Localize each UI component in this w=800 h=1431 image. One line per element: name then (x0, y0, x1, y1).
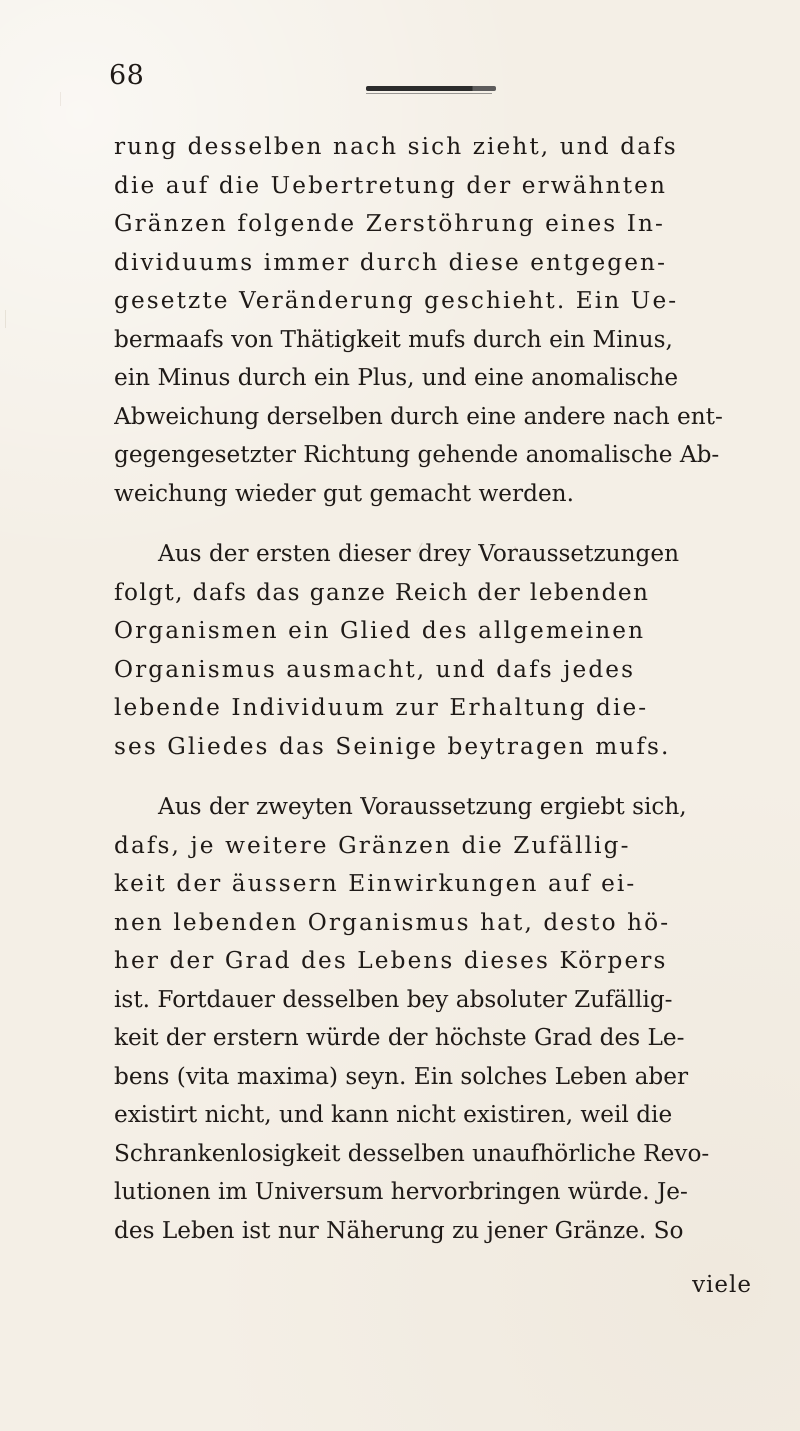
text-line: ist. Fortdauer desselben bey absoluter Zufällig- (114, 985, 673, 1013)
text-line: nen lebenden Organismus hat, desto hö- (114, 908, 671, 936)
text-line: ein Minus durch ein Plus, und eine anomalische (114, 364, 679, 391)
text-line: dafs, je weitere Gränzen die Zufällig- (114, 831, 631, 859)
paper-mark (60, 92, 61, 106)
text-line: Aus der ersten dieser drey Voraussetzungen (158, 540, 680, 567)
text-line: keit der erstern würde der höchste Grad des Le- (114, 1024, 685, 1051)
text-line: bens (vita maxima) seyn. Ein solches Leben aber (114, 1062, 689, 1090)
text-line: existirt nicht, und kann nicht existiren, weil die (114, 1101, 673, 1128)
text-line: Schrankenlosigkeit desselben unaufhörliche Revo- (114, 1139, 710, 1167)
text-line: dividuums immer durch diese entgegen- (114, 248, 668, 276)
text-line: die auf die Uebertretung der erwähnten (114, 171, 667, 199)
header-rule (366, 86, 496, 91)
text-line: rung desselben nach sich zieht, und dafs (114, 133, 678, 160)
body-text (114, 128, 754, 1250)
page-number: 68 (109, 60, 145, 91)
text-line: bermaafs von Thätigkeit mufs durch ein Minus, (114, 325, 673, 353)
text-line: keit der äussern Einwirkungen auf ei- (114, 870, 637, 897)
text-line: Abweichung derselben durch eine andere nach ent- (114, 402, 723, 430)
text-line: gesetzte Veränderung geschieht. Ein Ue- (114, 287, 679, 314)
text-line: her der Grad des Lebens dieses Körpers (114, 947, 668, 974)
text-line: folgt, dafs das ganze Reich der lebenden (114, 578, 650, 606)
text-line: Organismus ausmacht, und dafs jedes (114, 655, 636, 683)
text-line: Organismen ein Glied des allgemeinen (114, 617, 646, 644)
paragraph-gap (114, 513, 754, 535)
text-line: gegengesetzter Richtung gehende anomalische Ab- (114, 441, 720, 468)
text-line: Aus der zweyten Voraussetzung ergiebt sich, (158, 793, 687, 820)
text-line: ses Gliedes das Seinige beytragen mufs. (114, 732, 671, 760)
catchword: viele (692, 1272, 752, 1298)
paper-mark (5, 310, 6, 328)
text-line: Gränzen folgende Zerstöhrung eines In- (114, 210, 665, 237)
text-line: lutionen im Universum hervorbringen würde. Je- (114, 1178, 688, 1205)
text-line: weichung wieder gut gemacht werden. (114, 479, 574, 507)
text-line: des Leben ist nur Näherung zu jener Gränze. So (114, 1216, 684, 1244)
text-line: lebende Individuum zur Erhaltung die- (114, 694, 649, 721)
paragraph-gap (114, 766, 754, 788)
